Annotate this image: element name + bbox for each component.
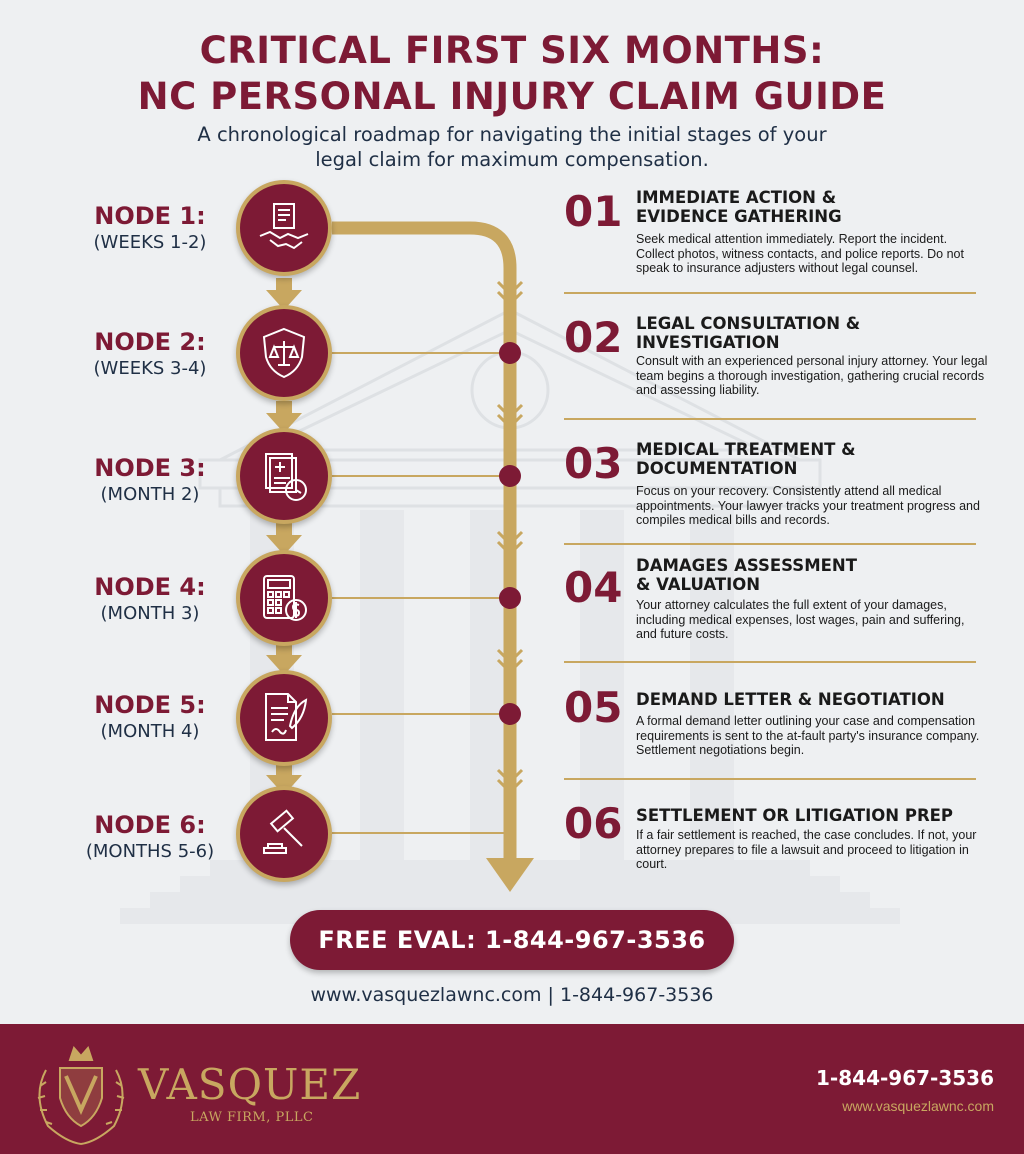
step-heading bbox=[636, 440, 996, 478]
step-number: 02 bbox=[564, 313, 623, 362]
step-body: A formal demand letter outlining your case and compensation requirements is sent to the at-fault party's insurance company. Settlement negotiations begin. bbox=[636, 714, 980, 757]
step-heading-line-2: DOCUMENTATION bbox=[636, 459, 798, 478]
node-label-3 bbox=[60, 453, 240, 507]
medical-records-clock-icon bbox=[256, 448, 312, 504]
step-heading-line-1: MEDICAL TREATMENT & bbox=[636, 440, 856, 459]
step-heading-line-1: IMMEDIATE ACTION & bbox=[636, 188, 837, 207]
node-label-2 bbox=[60, 327, 240, 381]
footer-phone[interactable]: 1-844-967-3536 bbox=[816, 1066, 994, 1090]
step-heading bbox=[636, 556, 996, 594]
subtitle-line-1: A chronological roadmap for navigating the initial stages of your bbox=[197, 123, 827, 146]
footer bbox=[0, 1024, 1024, 1154]
node-number: NODE 6: bbox=[94, 811, 206, 839]
letter-quill-icon bbox=[256, 690, 312, 746]
step-divider bbox=[564, 661, 976, 663]
step-heading bbox=[636, 806, 996, 825]
node-number: NODE 4: bbox=[94, 573, 206, 601]
free-eval-button[interactable]: FREE EVAL: 1-844-967-3536 bbox=[290, 910, 734, 970]
step-heading-line-2: INVESTIGATION bbox=[636, 333, 780, 352]
calculator-dollar-icon bbox=[256, 570, 312, 626]
step-heading-line-2: & VALUATION bbox=[636, 575, 761, 594]
handshake-document-icon bbox=[256, 200, 312, 256]
step-divider bbox=[564, 778, 976, 780]
step-divider bbox=[564, 418, 976, 420]
node-number: NODE 1: bbox=[94, 202, 206, 230]
node-timeframe: (MONTHS 5-6) bbox=[85, 841, 215, 862]
node-number: NODE 5: bbox=[94, 691, 206, 719]
node-circle-4 bbox=[236, 550, 332, 646]
step-body: Focus on your recovery. Consistently attend all medical appointments. Your lawyer tracks your treatment progress and compiles medical bills and records. bbox=[636, 484, 980, 527]
node-circle-5 bbox=[236, 670, 332, 766]
node-number: NODE 2: bbox=[94, 328, 206, 356]
step-heading-line-1: DEMAND LETTER & NEGOTIATION bbox=[636, 690, 945, 709]
step-heading bbox=[636, 314, 996, 352]
node-timeframe: (WEEKS 1-2) bbox=[93, 232, 207, 253]
node-circle-3 bbox=[236, 428, 332, 524]
node-timeframe: (MONTH 3) bbox=[100, 603, 200, 624]
node-label-4 bbox=[60, 572, 240, 626]
branch-lines bbox=[332, 353, 510, 833]
node-label-6 bbox=[60, 810, 240, 864]
step-number: 01 bbox=[564, 187, 623, 236]
step-body: If a fair settlement is reached, the case concludes. If not, your attorney prepares to file a lawsuit and proceed to litigation in court. bbox=[636, 828, 977, 871]
node-circle-6 bbox=[236, 786, 332, 882]
step-body: Seek medical attention immediately. Report the incident. Collect photos, witness contacts, and police reports. Do not speak to insurance adjusters without legal counsel. bbox=[636, 232, 964, 275]
step-heading-line-1: LEGAL CONSULTATION & bbox=[636, 314, 861, 333]
brand-subtitle: LAW FIRM, PLLC bbox=[190, 1110, 314, 1125]
node-number: NODE 3: bbox=[94, 454, 206, 482]
step-heading-line-1: SETTLEMENT OR LITIGATION PREP bbox=[636, 806, 954, 825]
step-heading bbox=[636, 188, 996, 226]
step-heading bbox=[636, 690, 996, 709]
node-circle-1 bbox=[236, 180, 332, 276]
shield-scales-icon bbox=[256, 325, 312, 381]
step-number: 03 bbox=[564, 439, 623, 488]
step-divider bbox=[564, 292, 976, 294]
step-divider bbox=[564, 543, 976, 545]
step-number: 06 bbox=[564, 799, 623, 848]
main-path-arrowhead bbox=[486, 858, 534, 892]
brand-name: VASQUEZ bbox=[138, 1060, 362, 1109]
gavel-icon bbox=[256, 806, 312, 862]
node-label-1 bbox=[60, 201, 240, 255]
footer-url[interactable]: www.vasquezlawnc.com bbox=[842, 1098, 994, 1114]
step-body: Your attorney calculates the full extent of your damages, including medical expenses, lost wages, pain and suffering, and future costs. bbox=[636, 598, 965, 641]
subtitle-line-2: legal claim for maximum compensation. bbox=[315, 148, 709, 171]
title-line-1: CRITICAL FIRST SIX MONTHS: bbox=[199, 29, 825, 72]
step-number: 05 bbox=[564, 683, 623, 732]
step-heading-line-1: DAMAGES ASSESSMENT bbox=[636, 556, 857, 575]
title-line-2: NC PERSONAL INJURY CLAIM GUIDE bbox=[137, 75, 887, 118]
node-timeframe: (WEEKS 3-4) bbox=[93, 358, 207, 379]
vasquez-logo-emblem-icon bbox=[26, 1040, 136, 1148]
node-timeframe: (MONTH 2) bbox=[100, 484, 200, 505]
step-number: 04 bbox=[564, 563, 623, 612]
node-circle-2 bbox=[236, 305, 332, 401]
node-label-5 bbox=[60, 690, 240, 744]
contact-line: www.vasquezlawnc.com | 1-844-967-3536 bbox=[310, 984, 714, 1006]
step-body: Consult with an experienced personal injury attorney. Your legal team begins a thorough investigation, gathering crucial records and assessing liability. bbox=[636, 354, 988, 397]
main-gold-path bbox=[332, 228, 510, 860]
node-timeframe: (MONTH 4) bbox=[100, 721, 200, 742]
step-heading-line-2: EVIDENCE GATHERING bbox=[636, 207, 842, 226]
